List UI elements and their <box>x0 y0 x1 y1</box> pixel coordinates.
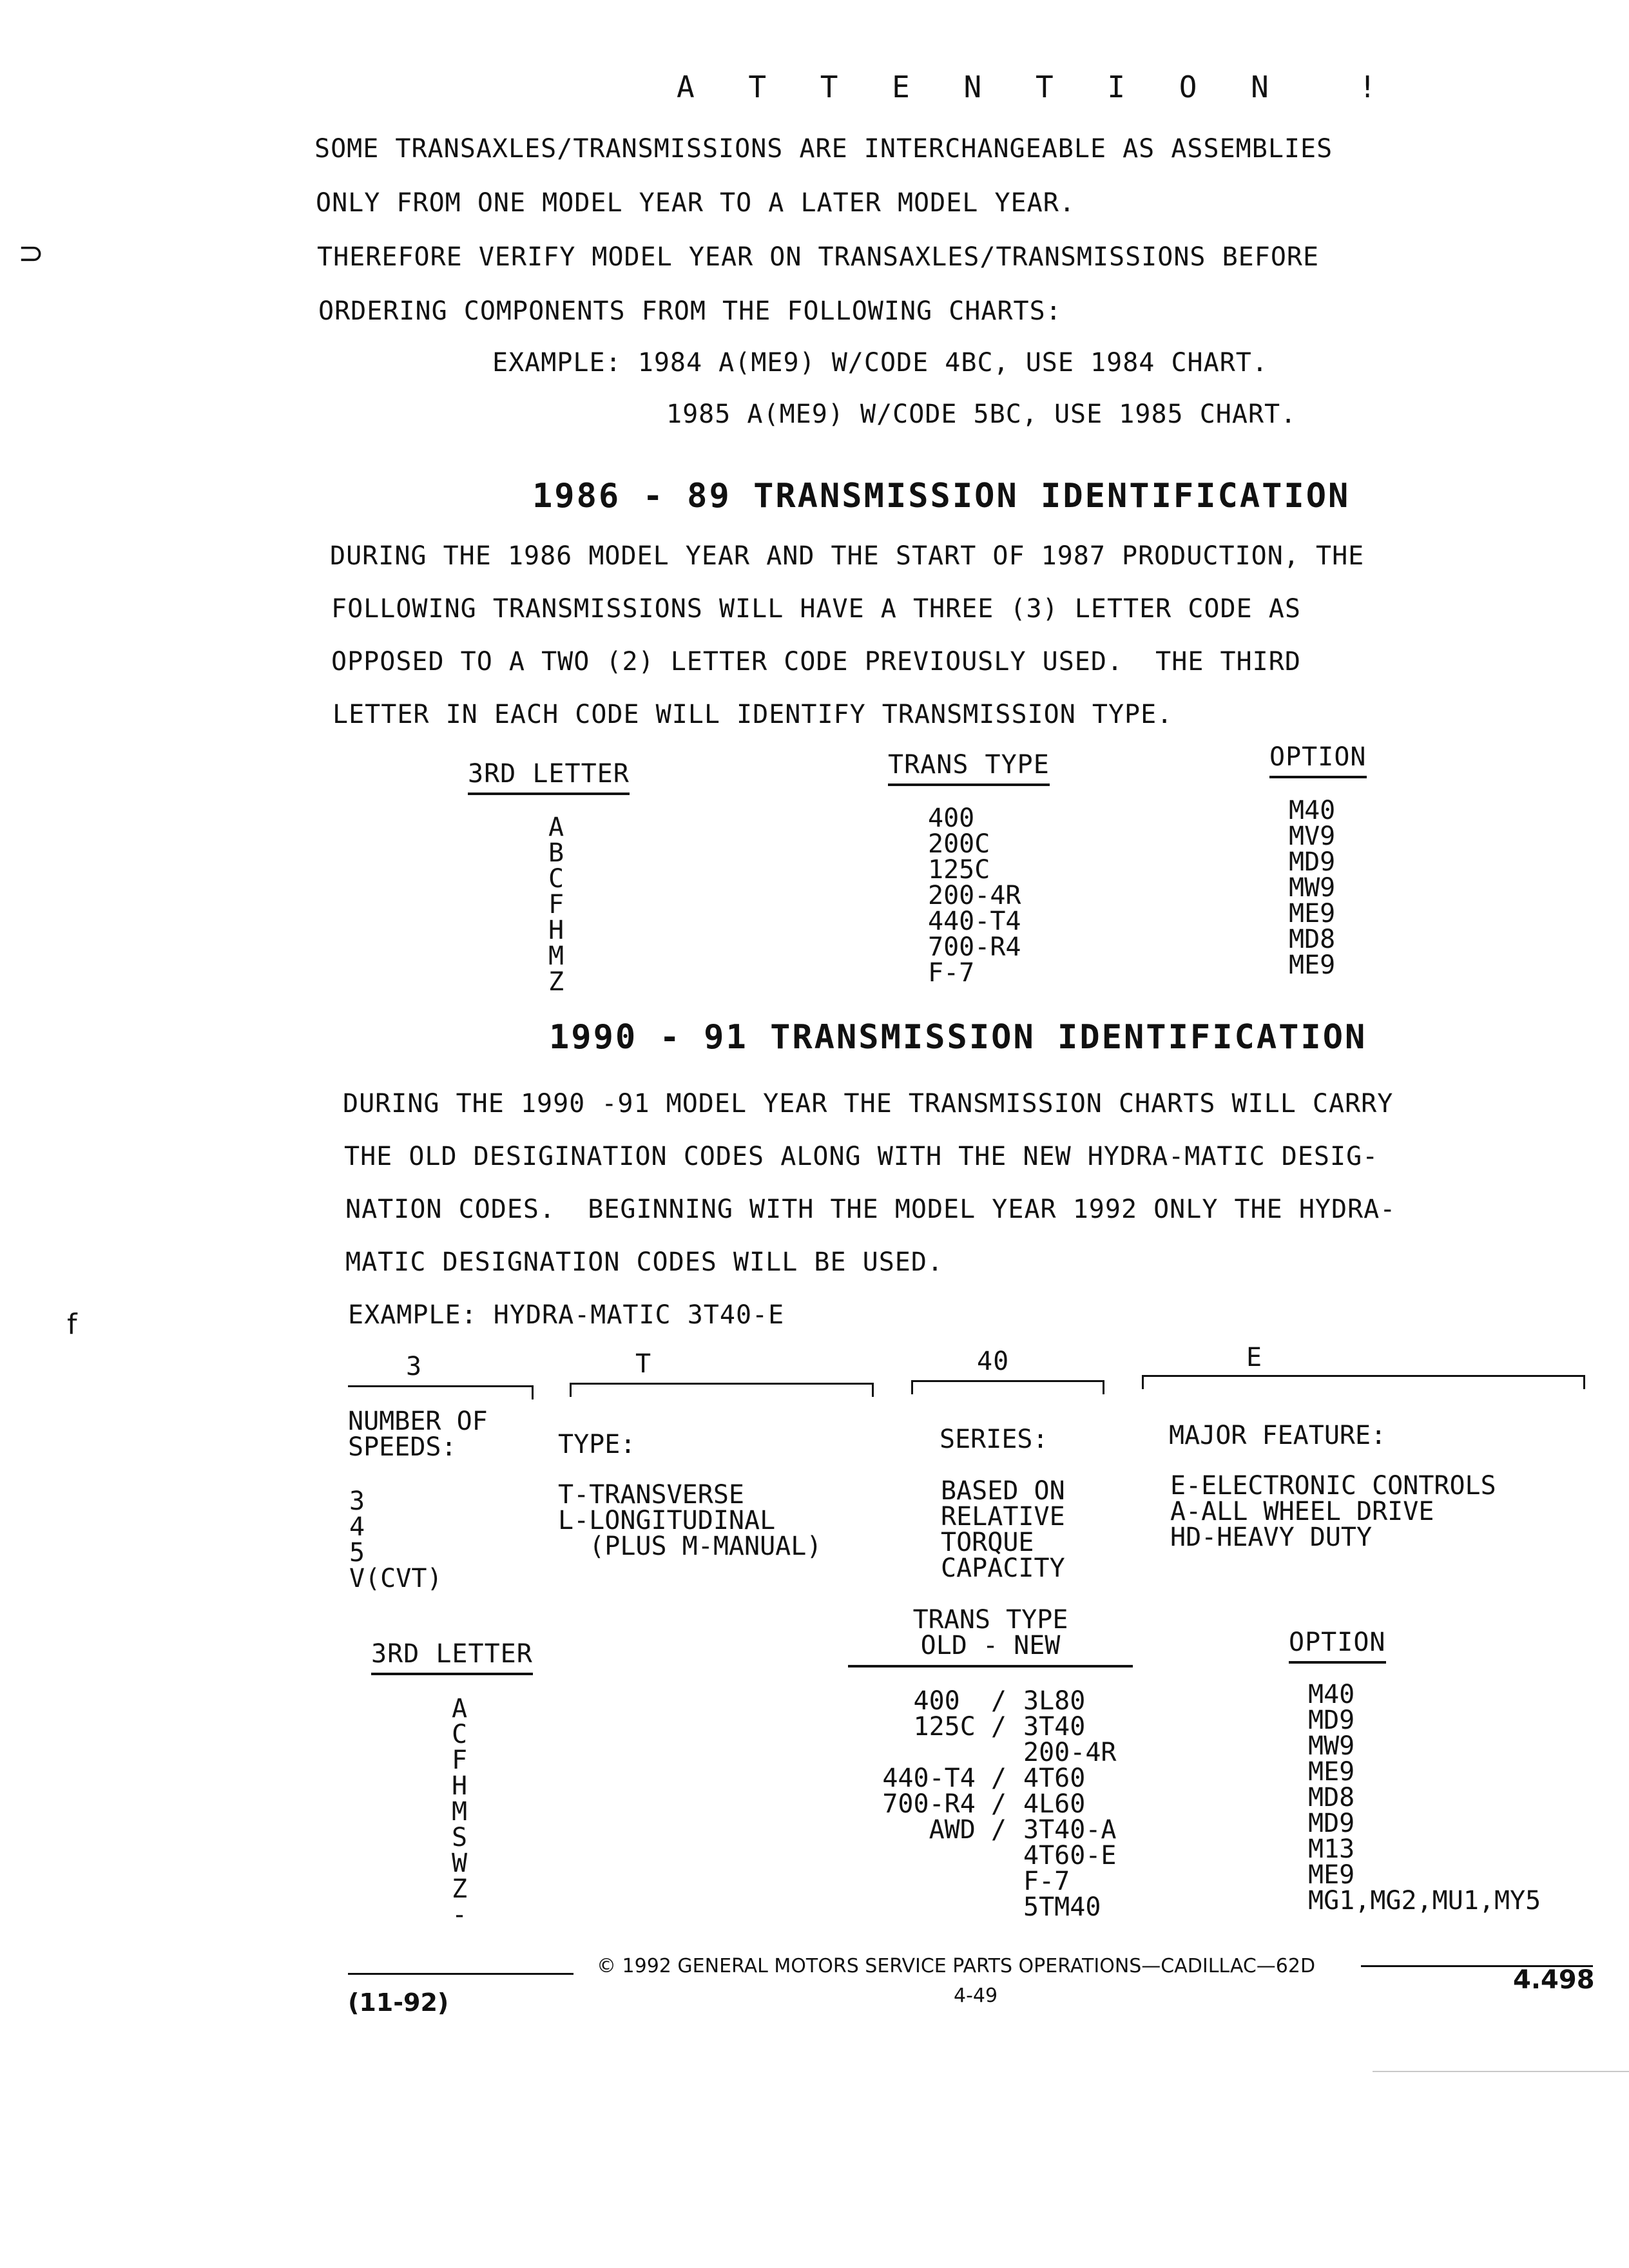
bracket-speeds-tick <box>532 1385 534 1399</box>
bracket-feature-tick-left <box>1142 1375 1144 1389</box>
margin-mark-bottom: f <box>67 1308 77 1341</box>
section2-line-1: DURING THE 1990 -91 MODEL YEAR THE TRANSMISSION CHARTS WILL CARRY <box>343 1089 1394 1119</box>
section2-line-4: MATIC DESIGNATION CODES WILL BE USED. <box>345 1247 944 1277</box>
footer-ref: 4.498 <box>1513 1965 1595 1995</box>
section1-header-option: OPTION <box>1269 742 1367 778</box>
attention-example-1: EXAMPLE: 1984 A(ME9) W/CODE 4BC, USE 1984 CHART. <box>492 348 1268 378</box>
attention-line-2: ONLY FROM ONE MODEL YEAR TO A LATER MODEL YEAR. <box>316 188 1075 218</box>
attention-title: A T T E N T I O N ! <box>677 70 1394 104</box>
attention-line-4: ORDERING COMPONENTS FROM THE FOLLOWING CHARTS: <box>318 296 1062 326</box>
code-part-feature: E <box>1246 1343 1263 1372</box>
section1-letters: A B C F H M Z <box>548 812 564 997</box>
section1-line-2: FOLLOWING TRANSMISSIONS WILL HAVE A THREE (3) LETTER CODE AS <box>331 594 1301 624</box>
bracket-series-tick-right <box>1103 1380 1104 1394</box>
scan-mark-line <box>1373 2071 1629 2072</box>
code-part-series: 40 <box>977 1347 1010 1376</box>
bracket-feature <box>1142 1375 1585 1377</box>
section2-options: M40 MD9 MW9 ME9 MD8 MD9 M13 ME9 MG1,MG2,MU1,MY5 <box>1308 1680 1541 1916</box>
section2-old-types: 400 / 125C / 440-T4 / 700-R4 / AWD / <box>882 1686 1007 1845</box>
feature-label: MAJOR FEATURE: <box>1169 1421 1387 1450</box>
feature-values: E-ELECTRONIC CONTROLS A-ALL WHEEL DRIVE HD-HEAVY DUTY <box>1170 1471 1496 1552</box>
type-label: TYPE: <box>558 1430 636 1459</box>
bracket-type-tick-left <box>570 1383 572 1397</box>
footer-copyright: © 1992 GENERAL MOTORS SERVICE PARTS OPERATIONS—CADILLAC—62D <box>597 1955 1316 1977</box>
section2-line-3: NATION CODES. BEGINNING WITH THE MODEL YEAR 1992 ONLY THE HYDRA- <box>345 1195 1396 1224</box>
code-part-type: T <box>635 1349 652 1379</box>
series-label: SERIES: <box>940 1425 1048 1454</box>
section1-options: M40 MV9 MD9 MW9 ME9 MD8 ME9 <box>1289 796 1336 980</box>
bracket-series-tick-left <box>911 1380 913 1394</box>
section2-line-2: THE OLD DESIGINATION CODES ALONG WITH THE NEW HYDRA-MATIC DESIG- <box>344 1142 1379 1171</box>
speeds-label: NUMBER OF SPEEDS: <box>348 1407 488 1462</box>
section1-types: 400 200C 125C 200-4R 440-T4 700-R4 F-7 <box>928 803 1021 988</box>
section1-line-3: OPPOSED TO A TWO (2) LETTER CODE PREVIOUSLY USED. THE THIRD <box>331 647 1301 677</box>
code-part-speeds: 3 <box>406 1352 423 1381</box>
bracket-speeds <box>348 1385 534 1387</box>
section2-header-option: OPTION <box>1289 1628 1386 1664</box>
footer-page: 4-49 <box>954 1984 998 2007</box>
footer-rule-left <box>348 1973 574 1975</box>
speeds-values: 3 4 5 V(CVT) <box>349 1486 443 1593</box>
footer-date: (11-92) <box>348 1988 449 2017</box>
section1-header-type: TRANS TYPE <box>888 750 1050 786</box>
section2-header-letter: 3RD LETTER <box>371 1639 533 1675</box>
section1-header-letter: 3RD LETTER <box>468 759 630 795</box>
section2-new-types: 3L80 3T40 200-4R 4T60 4L60 3T40-A 4T60-E F-7 5TM40 <box>1023 1686 1117 1922</box>
section2-example: EXAMPLE: HYDRA-MATIC 3T40-E <box>348 1300 785 1330</box>
attention-line-3: THEREFORE VERIFY MODEL YEAR ON TRANSAXLES/TRANSMISSIONS BEFORE <box>317 242 1320 272</box>
bracket-series <box>911 1380 1104 1382</box>
section2-letters: A C F H M S W Z - <box>451 1694 468 1930</box>
bracket-feature-tick-right <box>1583 1375 1585 1389</box>
attention-line-1: SOME TRANSAXLES/TRANSMISSIONS ARE INTERCHANGEABLE AS ASSEMBLIES <box>314 134 1333 164</box>
attention-example-2: 1985 A(ME9) W/CODE 5BC, USE 1985 CHART. <box>666 399 1297 429</box>
bracket-type <box>570 1383 874 1385</box>
series-values: BASED ON RELATIVE TORQUE CAPACITY <box>941 1476 1065 1583</box>
type-values: T-TRANSVERSE L-LONGITUDINAL (PLUS M-MANUAL) <box>558 1480 822 1561</box>
margin-mark-top: ⊃ <box>18 235 44 271</box>
section2-header-type: TRANS TYPE OLD - NEW <box>848 1607 1133 1667</box>
section1-line-1: DURING THE 1986 MODEL YEAR AND THE START OF 1987 PRODUCTION, THE <box>330 541 1365 571</box>
bracket-type-tick-right <box>872 1383 874 1397</box>
section2-heading: 1990 - 91 TRANSMISSION IDENTIFICATION <box>549 1018 1367 1057</box>
section1-line-4: LETTER IN EACH CODE WILL IDENTIFY TRANSMISSION TYPE. <box>333 700 1173 729</box>
section1-heading: 1986 - 89 TRANSMISSION IDENTIFICATION <box>532 477 1351 515</box>
